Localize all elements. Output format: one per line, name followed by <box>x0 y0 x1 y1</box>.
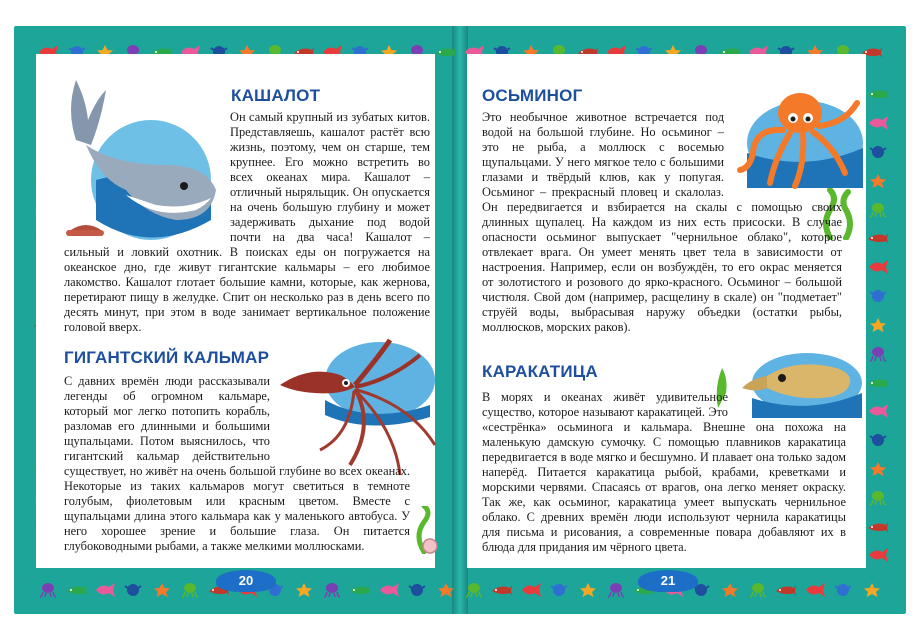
book-spine <box>452 26 468 614</box>
octopus-title: ОСЬМИНОГ <box>482 86 583 105</box>
sea-creature-border-icon <box>66 582 88 598</box>
sea-creature-border-icon <box>867 490 889 506</box>
whale-text-spacer <box>64 110 230 245</box>
cuttlefish-title: КАРАКАТИЦА <box>482 362 598 381</box>
sea-creature-border-icon <box>867 144 889 160</box>
page-number-left: 20 <box>216 570 276 592</box>
sperm-whale-title: КАШАЛОТ <box>231 86 321 105</box>
bottom-border <box>34 578 886 602</box>
sea-creature-border-icon <box>804 582 826 598</box>
giant-squid-title: ГИГАНТСКИЙ КАЛЬМАР <box>64 348 270 367</box>
sea-creature-border-icon <box>435 582 457 598</box>
sea-creature-border-icon <box>867 403 889 419</box>
cuttlefish-text-spacer <box>728 390 846 420</box>
sea-creature-border-icon <box>867 115 889 131</box>
sea-creature-border-icon <box>867 432 889 448</box>
right-border <box>866 80 890 570</box>
sea-creature-border-icon <box>491 582 513 598</box>
giant-squid-text: С давних времён люди рассказывали легенды об огромном кальмаре, который мог легко потопить корабль, разломав его длинными и большими щупальцами. Потом выяснилось, что гигантский кальмар действительно существует, но живёт на очень большой глубине во всех океанах. Некоторые из таких кальмаров могут светиться в темноте голубым, фиолетовым или красным цветом. Вместе с щупальцами длина этого кальмара как у маленького автобуса. У него хорошее зрение и большие глаза. Он питается глубоководными рыбами, а также мелкими моллюсками. <box>64 374 410 553</box>
sea-creature-border-icon <box>867 375 889 391</box>
sea-creature-border-icon <box>867 86 889 102</box>
sea-creature-border-icon <box>867 547 889 563</box>
octopus-text: Это необычное животное встречается под водой на большой глубине. Но осьминог – это не рыба, а моллюск с восемью щупальцами. У него мягкое тело с большими глазами и твёрдый клюв, как у попугая. Осьминог – прекрасный пловец и скалолаз. Он передвигается и взбирается на скалы с помощью своих длинных щупалец. На каждом из них есть присоски. В случае опасности осьминог выпускает "чернильное облако", которое отвлекает врага. Он умеет менять цвет тела в зависимости от настроения. Например, если он возбуждён, то его окрас меняется от золотистого и розового до ярко-красного. Осьминог – большой чистюля. Свой дом (например, расщелину в скале) он "подметает" струёй воды, выбрасывая наружу объедки (остатки рыбы, моллюсков, морских раков). <box>482 110 842 334</box>
sea-creature-border-icon <box>435 44 457 60</box>
sea-creature-border-icon <box>867 173 889 189</box>
sea-creature-border-icon <box>867 259 889 275</box>
sea-creature-border-icon <box>151 582 173 598</box>
sea-creature-border-icon <box>577 582 599 598</box>
sea-creature-border-icon <box>867 461 889 477</box>
sea-creature-border-icon <box>605 582 627 598</box>
sea-creature-border-icon <box>867 230 889 246</box>
sea-creature-border-icon <box>719 582 741 598</box>
sea-creature-border-icon <box>94 582 116 598</box>
sea-creature-border-icon <box>867 202 889 218</box>
sea-creature-border-icon <box>867 346 889 362</box>
sea-creature-border-icon <box>867 317 889 333</box>
sea-creature-border-icon <box>548 582 570 598</box>
sea-creature-border-icon <box>832 582 854 598</box>
sea-creature-border-icon <box>293 582 315 598</box>
sea-creature-border-icon <box>775 582 797 598</box>
octopus-text-spacer <box>724 110 842 200</box>
sea-creature-border-icon <box>122 582 144 598</box>
sea-creature-border-icon <box>378 582 400 598</box>
sea-creature-border-icon <box>321 582 343 598</box>
sea-creature-border-icon <box>349 582 371 598</box>
squid-text-spacer <box>270 374 410 464</box>
page-number-right: 21 <box>638 570 698 592</box>
sea-creature-border-icon <box>37 582 59 598</box>
sea-creature-border-icon <box>747 582 769 598</box>
sea-creature-border-icon <box>463 582 485 598</box>
seaweed-shell-icon <box>410 506 444 554</box>
sperm-whale-text: Он самый крупный из зубатых китов. Представляешь, кашалот растёт всю жизнь, поэтому, чем он старше, тем крупнее. Его можно встретить во всех океанах мира. Кашалот – отличный ныряльщик. Он опускается на очень большую глубину и может задерживать дыхание под водой почти на два часа! Кашалот – сильный и ловкий охотник. В поисках еды он погружается на океанское дно, где живут гигантские кальмары – его любимое лакомство. Кашалот глотает большие камни, которые, как жернова, перетирают пищу в желудке. Спит он несколько раз в день всего по десять минут, при этом в воде занимает вертикальное положение головой вверх. <box>64 110 430 334</box>
sea-creature-border-icon <box>861 582 883 598</box>
sea-creature-border-icon <box>406 582 428 598</box>
sea-creature-border-icon <box>520 582 542 598</box>
sea-creature-border-icon <box>867 519 889 535</box>
sea-creature-border-icon <box>179 582 201 598</box>
cuttlefish-text: В морях и океанах живёт удивительное существо, которое называют каракатицей. Это «сестрёнка» осьминога и кальмара. Внешне она похожа на маленькую дамскую сумочку. С помощью плавников каракатица передвигается в воде мягко и бесшумно. И плавает она только задом наперёд. Питается каракатица рыбой, крабами, креветками и морскими червями. Спасаясь от врагов, она легко меняет окраску. Так же, как осьминог, каракатица умеет выпускать чернильное облако. С древних времён люди используют чернила каракатицы для письма и рисования, а современные повара добавляют их в блюда для придания им чёрного цвета. <box>482 390 846 554</box>
sea-creature-border-icon <box>867 288 889 304</box>
